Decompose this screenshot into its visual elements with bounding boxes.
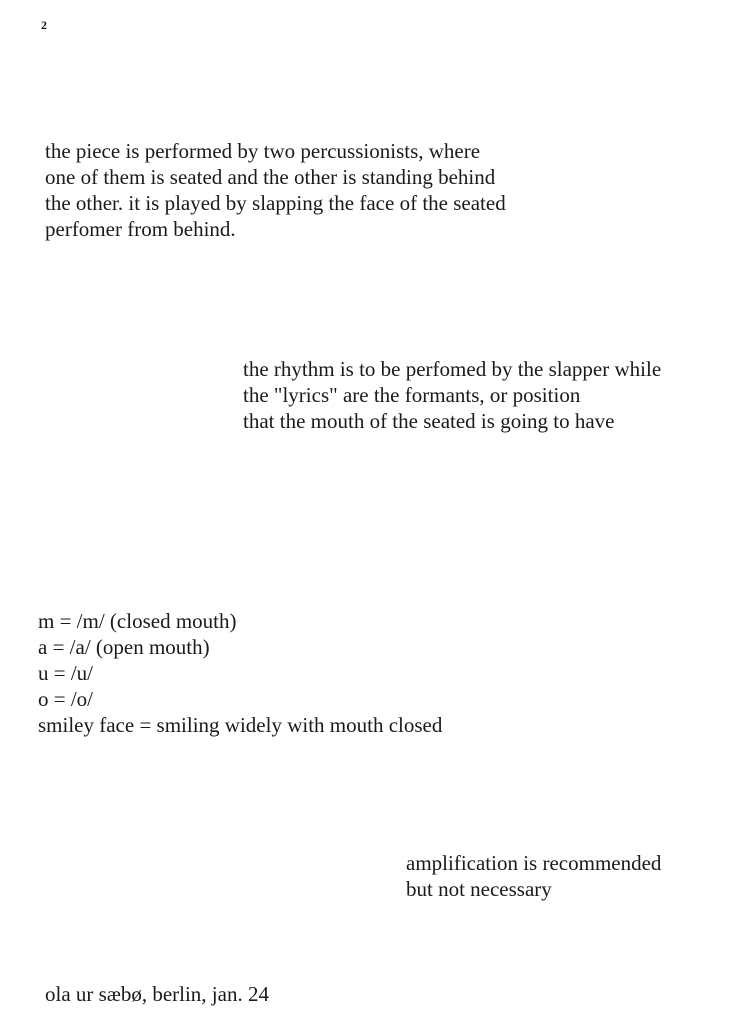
intro-line: the piece is performed by two percussionists, where xyxy=(45,139,481,163)
legend-entry-m: m = /m/ (closed mouth) xyxy=(38,609,237,633)
page-number: 2 xyxy=(41,18,47,32)
rhythm-note-line: that the mouth of the seated is going to have xyxy=(243,409,615,433)
legend-entry-smiley: smiley face = smiling widely with mouth closed xyxy=(38,713,443,737)
intro-line: one of them is seated and the other is standing behind xyxy=(45,165,496,189)
intro-paragraph xyxy=(45,138,506,242)
rhythm-note-line: the "lyrics" are the formants, or position xyxy=(243,383,581,407)
formant-legend xyxy=(38,608,442,738)
amplification-line: but not necessary xyxy=(406,877,552,901)
rhythm-note-paragraph xyxy=(243,356,661,434)
intro-line: perfomer from behind. xyxy=(45,217,236,241)
amplification-note xyxy=(406,850,661,902)
amplification-line: amplification is recommended xyxy=(406,851,662,875)
rhythm-note-line: the rhythm is to be perfomed by the slapper while xyxy=(243,357,662,381)
intro-line: the other. it is played by slapping the face of the seated xyxy=(45,191,506,215)
legend-entry-a: a = /a/ (open mouth) xyxy=(38,635,210,659)
legend-entry-u: u = /u/ xyxy=(38,661,94,685)
signature: ola ur sæbø, berlin, jan. 24 xyxy=(45,982,269,1006)
legend-entry-o: o = /o/ xyxy=(38,687,94,711)
